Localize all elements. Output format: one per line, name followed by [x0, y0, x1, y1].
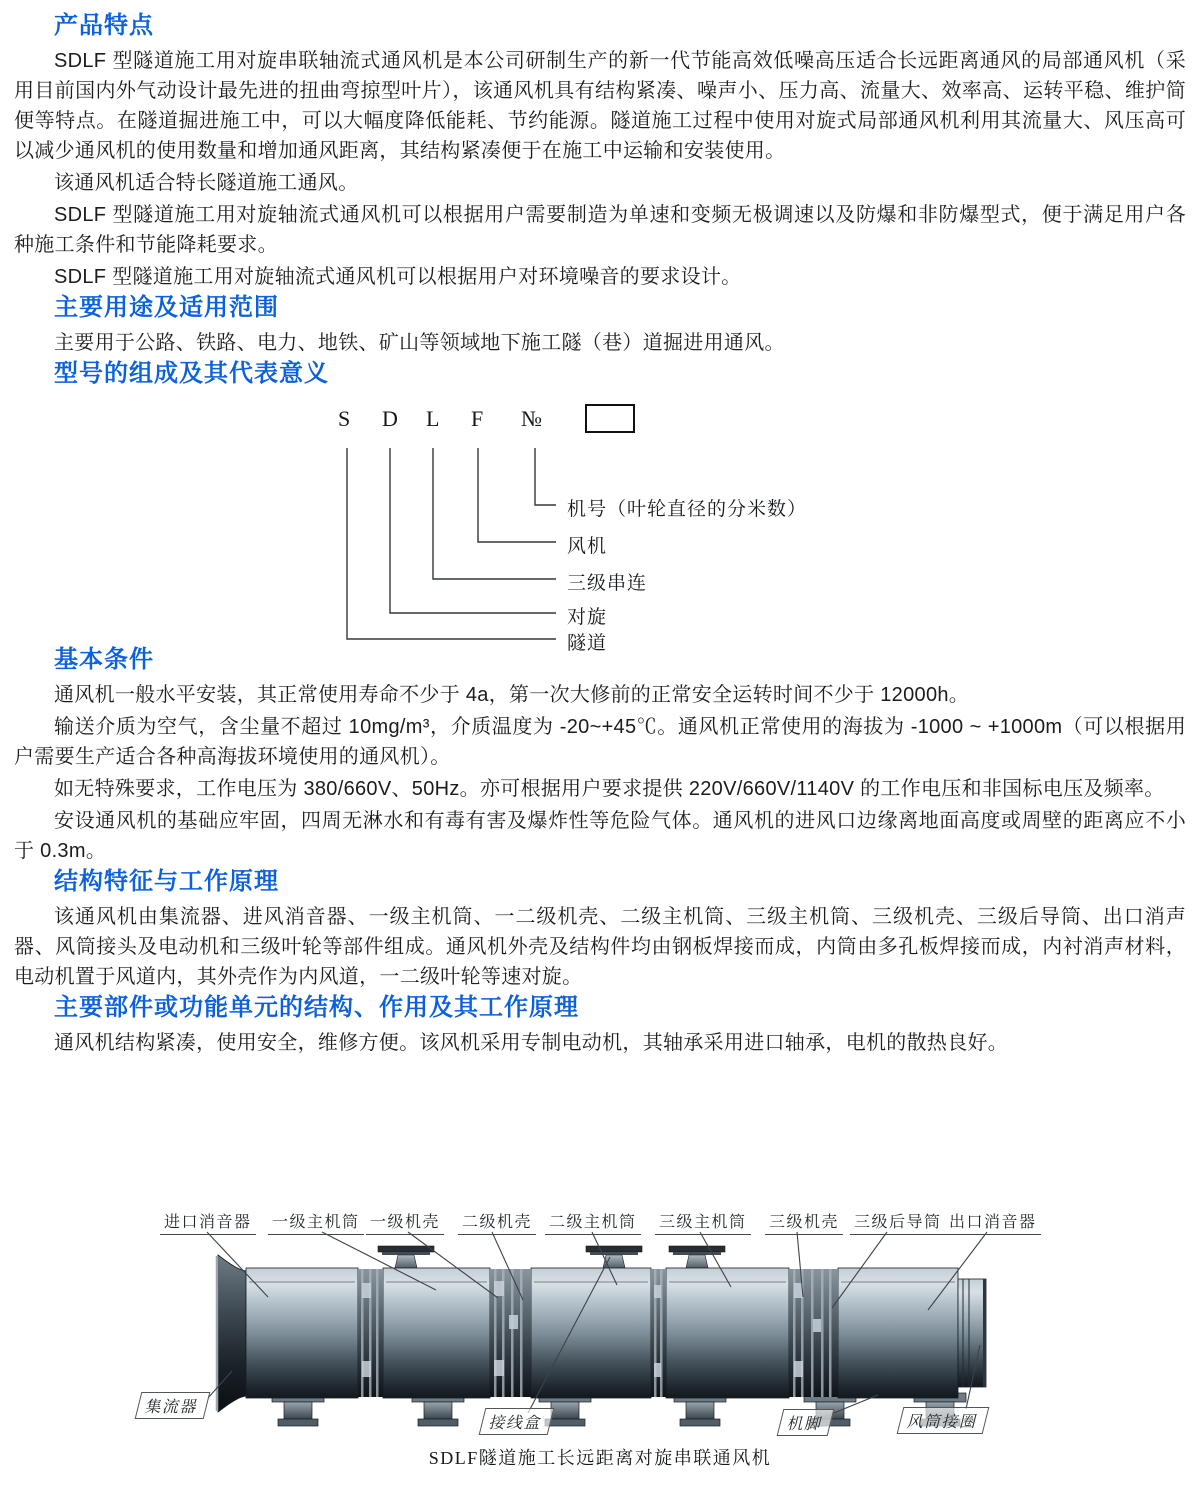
section-heading-product-features: 产品特点	[54, 12, 154, 39]
outlet-collar	[958, 1279, 986, 1387]
section-heading-basic-conditions: 基本条件	[54, 646, 154, 673]
label-stage2-casing: 二级机壳	[458, 1209, 536, 1235]
label-stage2-main-cylinder: 二级主机筒	[545, 1209, 641, 1235]
model-number-box	[585, 404, 635, 433]
label-junction-box: 接线盒	[479, 1408, 554, 1435]
model-meaning-fan-number: 机号（叶轮直径的分米数）	[567, 499, 808, 520]
fan-body-segments	[246, 1268, 958, 1398]
paragraph-product-features-1: SDLF 型隧道施工用对旋串联轴流式通风机是本公司研制生产的新一代节能高效低噪高压适合长远距离通风的局部通风机（采用目前国内外气动设计最先进的扭曲弯掠型叶片），该通风机具有结构紧凑、噪声小、压力高、流量大、效率高、运转平稳、维护简便等特点。在隧道掘进施工中，可以大幅度降低能耗、节约能源。隧道施工过程中使用对旋式局部通风机利用其流量大、风压高可以减少通风机的使用数量和增加通风距离，其结构紧凑便于在施工中运输和安装使用。	[14, 50, 1186, 162]
section-heading-model-code: 型号的组成及其代表意义	[54, 360, 329, 387]
model-letter-no: №	[521, 406, 542, 431]
section-heading-usage: 主要用途及适用范围	[54, 294, 279, 321]
bell-mouth-collector	[217, 1255, 246, 1412]
label-stage3-main-cylinder: 三级主机筒	[655, 1209, 751, 1235]
label-stage3-casing: 三级机壳	[765, 1209, 843, 1235]
paragraph-structure-1: 该通风机由集流器、进风消音器、一级主机筒、一二级机壳、二级主机筒、三级主机筒、三级机壳、三级后导筒、出口消声器、风筒接头及电动机和三级叶轮等部件组成。通风机外壳及结构件均由钢板焊接而成，内筒由多孔板焊接而成，内衬消声材料，电动机置于风道内，其外壳作为内风道，一二级叶轮等速对旋。	[14, 906, 1186, 988]
model-meaning-contra-rotating: 对旋	[567, 607, 608, 628]
label-stage3-rear-guide-cylinder: 三级后导筒	[850, 1209, 946, 1235]
label-collector: 集流器	[135, 1392, 210, 1419]
label-outlet-silencer: 出口消音器	[945, 1209, 1041, 1235]
model-letter-f: F	[471, 406, 484, 431]
model-letter-d: D	[382, 406, 398, 431]
section-heading-components: 主要部件或功能单元的结构、作用及其工作原理	[54, 994, 579, 1021]
paragraph-product-features-3: SDLF 型隧道施工用对旋轴流式通风机可以根据用户需要制造为单速和变频无极调速以及防爆和非防爆型式，便于满足用户各种施工条件和节能降耗要求。	[14, 204, 1186, 256]
paragraph-basic-4: 安设通风机的基础应牢固，四周无淋水和有毒有害及爆炸性等危险气体。通风机的进风口边缘离地面高度或周壁的距离应不小于 0.3m。	[14, 810, 1186, 862]
paragraph-product-features-2: 该通风机适合特长隧道施工通风。	[54, 172, 359, 194]
paragraph-basic-1: 通风机一般水平安装，其正常使用寿命不少于 4a，第一次大修前的正常安全运转时间不少于 12000h。	[54, 684, 970, 706]
fan-assembly-diagram	[0, 1195, 1200, 1495]
model-letter-l: L	[426, 406, 440, 431]
paragraph-basic-2: 输送介质为空气，含尘量不超过 10mg/m³，介质温度为 -20~+45℃。通风机正常使用的海拔为 -1000 ~ +1000m（可以根据用户需要生产适合各种高海拔环境使用的通风机）。	[14, 716, 1186, 768]
label-stage1-main-cylinder: 一级主机筒	[268, 1209, 364, 1235]
label-duct-connection-ring: 风筒接圈	[897, 1407, 990, 1434]
paragraph-components-1: 通风机结构紧凑，使用安全，维修方便。该风机采用专制电动机，其轴承采用进口轴承，电机的散热良好。	[54, 1032, 1009, 1054]
paragraph-product-features-4: SDLF 型隧道施工用对旋轴流式通风机可以根据用户对环境噪音的要求设计。	[54, 266, 742, 288]
model-letter-s: S	[338, 406, 351, 431]
model-code-diagram	[0, 394, 1200, 654]
diagram-caption: SDLF隧道施工长远距离对旋串联通风机	[428, 1448, 772, 1468]
model-meaning-tunnel: 隧道	[567, 633, 608, 654]
model-meaning-three-stage-series: 三级串连	[567, 573, 648, 594]
junction-box-handles	[378, 1246, 725, 1268]
label-stage1-casing: 一级机壳	[366, 1209, 444, 1235]
paragraph-basic-3: 如无特殊要求，工作电压为 380/660V、50Hz。亦可根据用户要求提供 220V/660V/1140V 的工作电压和非国标电压及频率。	[54, 778, 1165, 800]
paragraph-usage-1: 主要用于公路、铁路、电力、地铁、矿山等领域地下施工隧（巷）道掘进用通风。	[54, 332, 785, 354]
section-heading-structure: 结构特征与工作原理	[54, 868, 279, 895]
label-machine-foot: 机脚	[777, 1409, 835, 1436]
model-meaning-fan: 风机	[567, 536, 608, 557]
label-inlet-silencer: 进口消音器	[160, 1209, 256, 1235]
